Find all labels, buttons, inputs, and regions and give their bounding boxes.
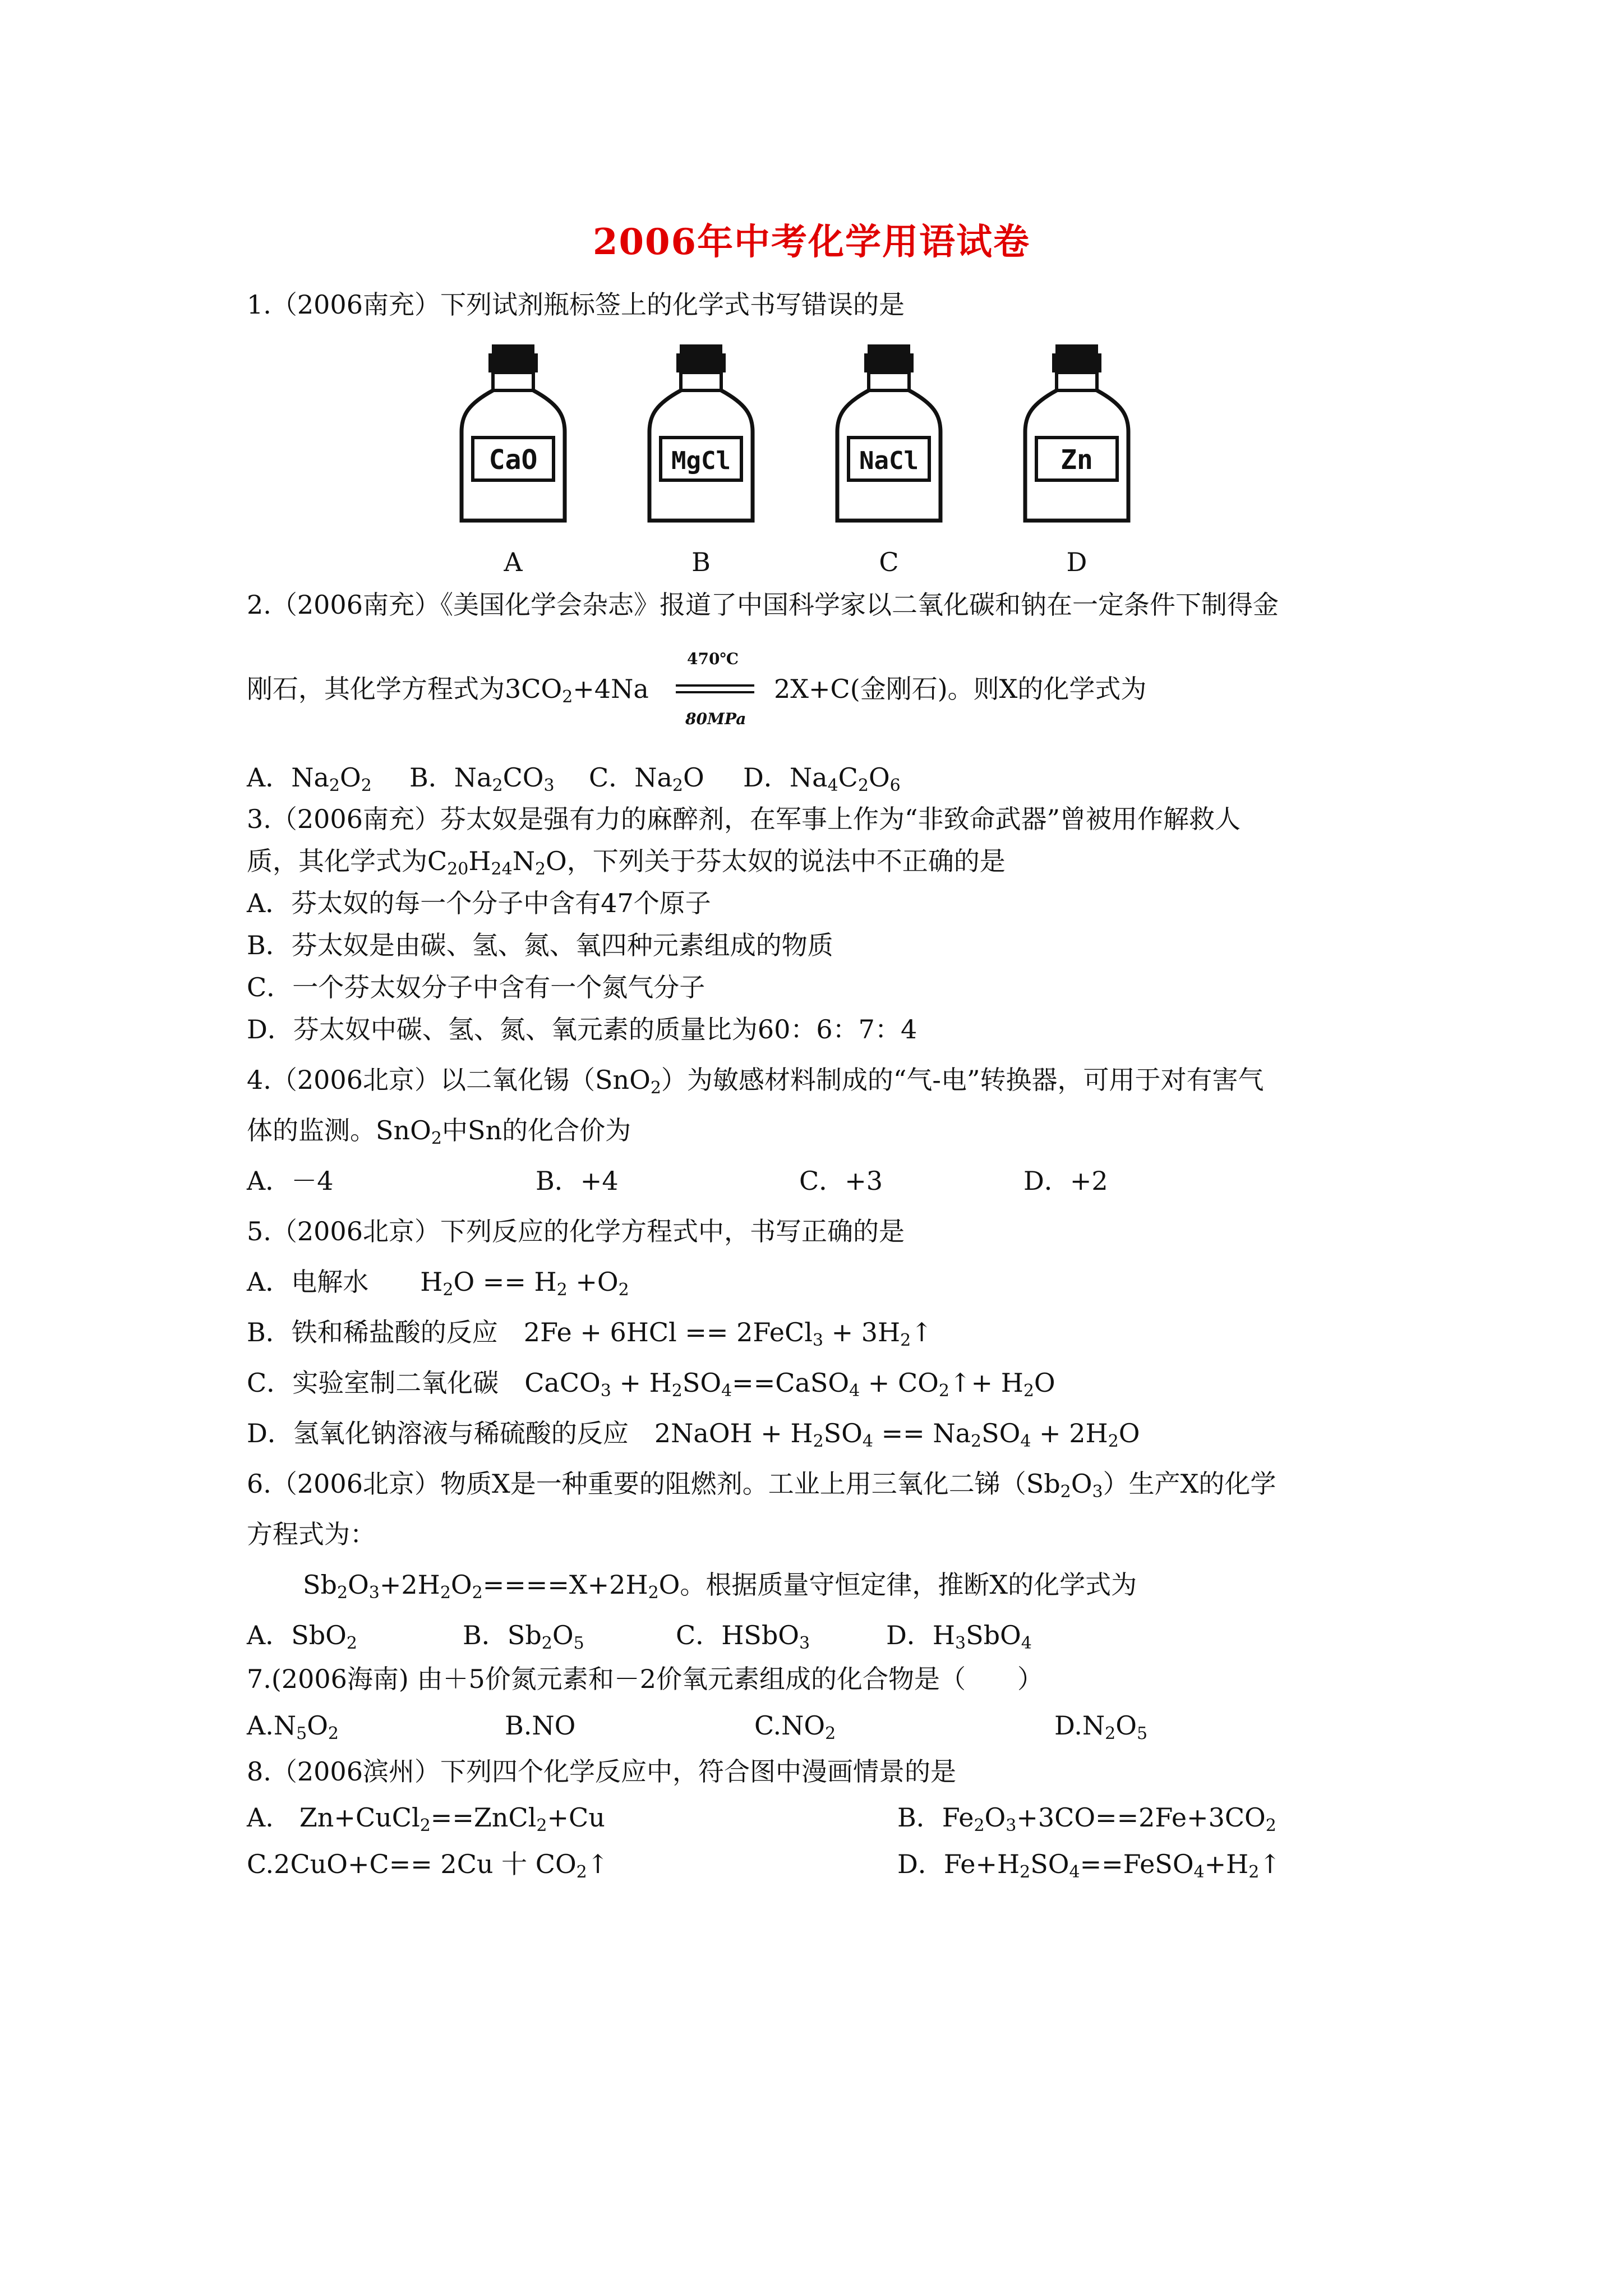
q3-option-c: C．一个芬太奴分子中含有一个氮气分子 bbox=[247, 972, 706, 1002]
q6-option-a: A．SbO$_2$ bbox=[247, 1620, 357, 1653]
reagent-bottle-a bbox=[457, 342, 569, 527]
q3-option-a: A．芬太奴的每一个分子中含有47个原子 bbox=[247, 888, 711, 918]
bottle-label-c: NaCl bbox=[859, 447, 919, 475]
q4-option-a: A．－4 bbox=[247, 1166, 334, 1196]
q2-stem-line2: 刚石，其化学方程式为$3CO_2+4Na$ bbox=[247, 674, 649, 707]
q5-option-d: D．氢氧化钠溶液与稀硫酸的反应 2NaOH + $H_2SO_4 == Na_2SO_4 + 2H_2O$ bbox=[247, 1418, 1140, 1451]
q3-option-d: D．芬太奴中碳、氢、氮、氧元素的质量比为60：6：7：4 bbox=[247, 1014, 917, 1045]
reagent-bottle-c bbox=[833, 342, 945, 527]
bottle-label-d: Zn bbox=[1061, 444, 1093, 476]
reagent-bottle-b bbox=[645, 342, 757, 527]
q1-stem: 1.（2006南充）下列试剂瓶标签上的化学式书写错误的是 bbox=[247, 289, 905, 320]
q7-stem: 7.(2006海南) 由＋5价氮元素和－2价氧元素组成的化合物是（ ） bbox=[247, 1664, 1044, 1694]
page-title: 2006年中考化学用语试卷 bbox=[592, 221, 1031, 263]
q8-option-a: A. Zn+CuCl$_2$==ZnCl$_2$+Cu bbox=[247, 1802, 605, 1835]
q4-option-c: C．+3 bbox=[799, 1166, 883, 1196]
q6-option-b: B．$Sb_2O_5$ bbox=[463, 1620, 584, 1653]
q2-stem-line2-tail: 2X+C(金刚石)。则X的化学式为 bbox=[774, 674, 1147, 704]
q7-option-a: $A.N_5O_2$ bbox=[247, 1710, 339, 1743]
q7-option-c: $C.NO_2$ bbox=[754, 1710, 836, 1743]
q4-stem-line1: 4.（2006北京）以二氧化锡（SnO$_2$）为敏感材料制成的“气-电”转换器，可用于对有害气 bbox=[247, 1065, 1264, 1098]
reaction-condition-temperature: 470℃ bbox=[687, 650, 739, 668]
q4-option-b: B．+4 bbox=[536, 1166, 619, 1196]
q2-option-b: B．$Na_2CO_3$ bbox=[409, 762, 555, 795]
q7-option-d: $D.N_2O_5$ bbox=[1054, 1710, 1148, 1743]
q5-option-a: A．电解水 $H_2O == H_2 +O_2$ bbox=[247, 1267, 629, 1300]
equation-bar-bottom bbox=[676, 691, 754, 693]
q8-stem: 8.（2006滨州）下列四个化学反应中，符合图中漫画情景的是 bbox=[247, 1756, 956, 1787]
q6-stem-line1: 6.（2006北京）物质X是一种重要的阻燃剂。工业上用三氧化二锑$(Sb_2O_3)$生产X的化学 bbox=[247, 1469, 1276, 1502]
q2-option-a: A．$Na_2O_2$ bbox=[247, 762, 372, 795]
reaction-condition-pressure: 80MPa bbox=[685, 710, 746, 728]
q4-option-d: D．+2 bbox=[1023, 1166, 1108, 1196]
q7-option-b: B.NO bbox=[505, 1710, 576, 1741]
q5-option-c: C．实验室制二氧化碳 CaCO$_3$ + $H_2SO_4==CaSO_4$ + $CO_2↑+ H_2O$ bbox=[247, 1368, 1055, 1401]
q8-option-d: D．$Fe+H_2SO_4==FeSO_4+H_2↑$ bbox=[897, 1849, 1281, 1882]
q6-option-d: D．$H_3SbO_4$ bbox=[886, 1620, 1032, 1653]
q2-option-d: D．$Na_4C_2O_6$ bbox=[743, 762, 901, 795]
q3-stem-line1: 3.（2006南充）芬太奴是强有力的麻醉剂，在军事上作为“非致命武器”曾被用作解救人 bbox=[247, 804, 1241, 834]
q6-stem-line2: 方程式为： bbox=[247, 1519, 376, 1549]
equation-bar-top bbox=[676, 684, 754, 687]
bottle-label-a: CaO bbox=[488, 444, 538, 476]
bottle-label-b: MgCl bbox=[671, 447, 731, 475]
q3-option-b: B．芬太奴是由碳、氢、氮、氧四种元素组成的物质 bbox=[247, 930, 833, 960]
q2-stem-line1: 2.（2006南充）《美国化学会杂志》报道了中国科学家以二氧化碳和钠在一定条件下制得金 bbox=[247, 590, 1279, 620]
q6-option-c: C．HSbO$_3$ bbox=[676, 1620, 810, 1653]
q2-option-c: C．$Na_2O$ bbox=[589, 762, 704, 795]
bottle-letter-c: C bbox=[879, 547, 899, 577]
q5-stem: 5.（2006北京）下列反应的化学方程式中，书写正确的是 bbox=[247, 1216, 905, 1246]
reagent-bottle-d bbox=[1021, 342, 1133, 527]
q8-option-c: C.2CuO+C== 2Cu 十 $CO_2↑$ bbox=[247, 1849, 609, 1882]
q4-stem-line2: 体的监测。SnO$_2$中Sn的化合价为 bbox=[247, 1115, 631, 1148]
bottle-letter-a: A bbox=[504, 547, 523, 577]
bottle-letter-b: B bbox=[691, 547, 711, 577]
bottle-letter-d: D bbox=[1066, 547, 1087, 577]
q8-option-b: B．$Fe_2O_3+3CO==2Fe+3CO_2$ bbox=[897, 1802, 1276, 1835]
q5-option-b: B．铁和稀盐酸的反应 2Fe + 6HCl == 2FeCl$_3$ + $3H_2↑$ bbox=[247, 1317, 933, 1350]
q3-stem-line2: 质，其化学式为$C_{20}H_{24}N_2O$，下列关于芬太奴的说法中不正确的是 bbox=[247, 846, 1006, 879]
q6-equation: $Sb_2O_3+2H_2O_2====X+2H_2O$。根据质量守恒定律，推断X的化学式为 bbox=[303, 1570, 1137, 1603]
